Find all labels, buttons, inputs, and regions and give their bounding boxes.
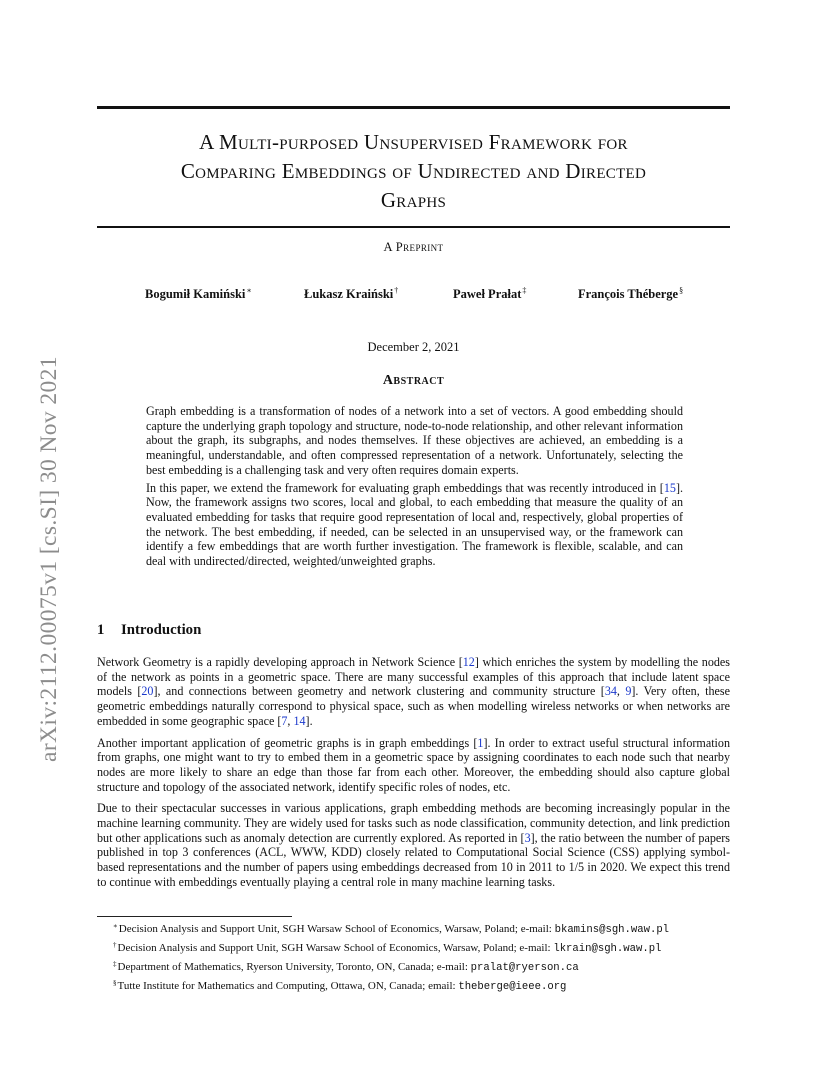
footnote-4	[113, 976, 669, 995]
abstract-heading: Abstract	[382, 373, 445, 388]
text-run: ]. In order to extract useful structural information from graphs, one might want to try to embed them in a geometric space by assigning coordinates to each node such that nearby nodes are more likely to share an edge than those far from each other. Moreover, the embedding should also capture global structure and topology of the associated network, identify specific roles of nodes, etc.	[97, 735, 731, 794]
text-run: ] which enriches the system by modelling the nodes of the network as points in a geometric space. There are many successful examples of this approach that include latent space models [	[97, 655, 730, 699]
citation-link[interactable]: 9	[625, 684, 632, 699]
author-footnote-mark[interactable]: ‡	[522, 286, 527, 295]
footnote-mark: ‡	[113, 960, 117, 969]
text-run: ,	[287, 713, 294, 728]
intro-paragraph-2	[97, 736, 730, 795]
text-run: ]. Now, the framework assigns two scores, local and global, to each embedding that measure the quality of an evaluated embedding for tasks that require good representation of local and, respectively, global properties of the network. The best embedding, if needed, can be selected in an unsupervised way, or the framework can identify a few embeddings that are worth further investigation. The framework is flexible, scalable, and can deal with undirected/directed, weighted/unweighted graphs.	[146, 480, 683, 569]
title-line-3: Graphs	[380, 188, 447, 212]
footnote-text: Department of Mathematics, Ryerson University, Toronto, ON, Canada; e-mail:	[117, 961, 471, 974]
paper-title	[97, 128, 730, 215]
author-footnote-mark[interactable]: ∗	[246, 286, 252, 295]
text-run: ], and connections between geometry and network clustering and community structure [	[153, 684, 605, 699]
footnote-text: Decision Analysis and Support Unit, SGH Warsaw School of Economics, Warsaw, Poland; e-mail:	[118, 923, 555, 935]
title-rule-bottom	[97, 226, 730, 228]
author-2	[304, 286, 398, 302]
text-run: ]. Very often, these geometric embeddings naturally correspond to physical space, such as when modelling wireless networks or when networks are embedded in some geographic space [	[97, 684, 730, 728]
text-run: Network Geometry is a rapidly developing approach in Network Science [	[97, 655, 463, 669]
author-footnote-mark[interactable]: §	[679, 286, 684, 295]
text-run: Another important application of geometric graphs is in graph embeddings [	[97, 735, 478, 750]
citation-link[interactable]: 7	[281, 713, 288, 728]
arxiv-identifier-sidebar: arXiv:2112.00075v1 [cs.SI] 30 Nov 2021	[36, 356, 62, 762]
footnote-rule	[97, 916, 292, 917]
citation-link[interactable]: 1	[477, 735, 484, 750]
preprint-label: A Preprint	[383, 240, 444, 254]
footnotes	[113, 919, 669, 995]
footnote-2	[113, 938, 669, 957]
title-line-2: Comparing Embeddings of Undirected and Directed	[180, 159, 647, 183]
author-3	[453, 286, 526, 302]
citation-link[interactable]: 20	[141, 684, 154, 699]
footnote-3	[113, 957, 669, 976]
text-run: Due to their spectacular successes in various applications, graph embedding methods are becoming increasingly popular in the machine learning community. They are widely used for tasks such as node classification, community detection, and link prediction but other applications such as anomaly detection are currently explored. As reported in [	[97, 801, 730, 845]
email-link[interactable]: lkrain@sgh.waw.pl	[553, 943, 662, 956]
citation-link[interactable]: 14	[293, 713, 306, 728]
section-number: 1	[97, 622, 105, 638]
author-4	[578, 286, 683, 302]
citation-link[interactable]: 15	[663, 480, 676, 495]
citation-link[interactable]: 12	[462, 655, 475, 669]
footnote-text: Tutte Institute for Mathematics and Computing, Ottawa, ON, Canada; email:	[117, 980, 459, 993]
author-name: Paweł Prałat	[453, 287, 522, 301]
footnote-mark: †	[113, 941, 117, 950]
footnote-text: Decision Analysis and Support Unit, SGH Warsaw School of Economics, Warsaw, Poland; e-mail:	[117, 942, 554, 955]
author-footnote-mark[interactable]: †	[394, 286, 399, 295]
text-run: In this paper, we extend the framework for evaluating graph embeddings that was recently introduced in [	[146, 480, 664, 495]
citation-link[interactable]: 34	[604, 684, 617, 699]
section-title: Introduction	[121, 622, 202, 638]
title-line-1: A Multi-purposed Unsupervised Framework for	[199, 130, 628, 154]
footnote-mark: §	[113, 979, 117, 988]
author-list	[97, 286, 730, 304]
abstract-body	[146, 404, 683, 572]
publication-date: December 2, 2021	[367, 340, 460, 354]
email-link[interactable]: theberge@ieee.org	[458, 981, 567, 994]
text-run: ].	[305, 713, 313, 728]
email-link[interactable]: pralat@ryerson.ca	[470, 962, 579, 975]
abstract-paragraph-2	[146, 481, 683, 569]
footnote-mark: ∗	[113, 922, 118, 930]
citation-link[interactable]: 3	[524, 830, 531, 845]
author-1	[145, 286, 252, 302]
text-run: ,	[616, 684, 626, 699]
title-rule-top	[97, 106, 730, 109]
intro-paragraph-1	[97, 655, 730, 729]
text-run: ], the ratio between the number of papers published in top 3 conferences (ACL, WWW, KDD) closely related to Computational Social Science (CSS) applying symbol-based representations and the number of papers using embeddings decreased from 10 in 2011 to 1/5 in 2020. We expect this trend to continue with embeddings eventually playing a central role in many machine learning tasks.	[97, 830, 730, 889]
abstract-paragraph-1: Graph embedding is a transformation of nodes of a network into a set of vectors. A good embedding should capture the underlying graph topology and structure, node-to-node relationship, and other relevant information about the graph, its subgraphs, and nodes themselves. If these objectives are achieved, an embedding is a meaningful, understandable, and often compressed representation of a network. Unfortunately, selecting the best embedding is a challenging task and very often requires domain experts.	[146, 404, 683, 477]
author-name: François Théberge	[578, 287, 679, 301]
author-name: Łukasz Kraiński	[304, 287, 394, 301]
email-link[interactable]: bkamins@sgh.waw.pl	[554, 924, 670, 936]
footnote-1	[113, 919, 669, 938]
introduction-body	[97, 655, 730, 897]
intro-paragraph-3	[97, 801, 730, 889]
section-heading	[97, 622, 201, 639]
author-name: Bogumił Kamiński	[145, 287, 246, 301]
